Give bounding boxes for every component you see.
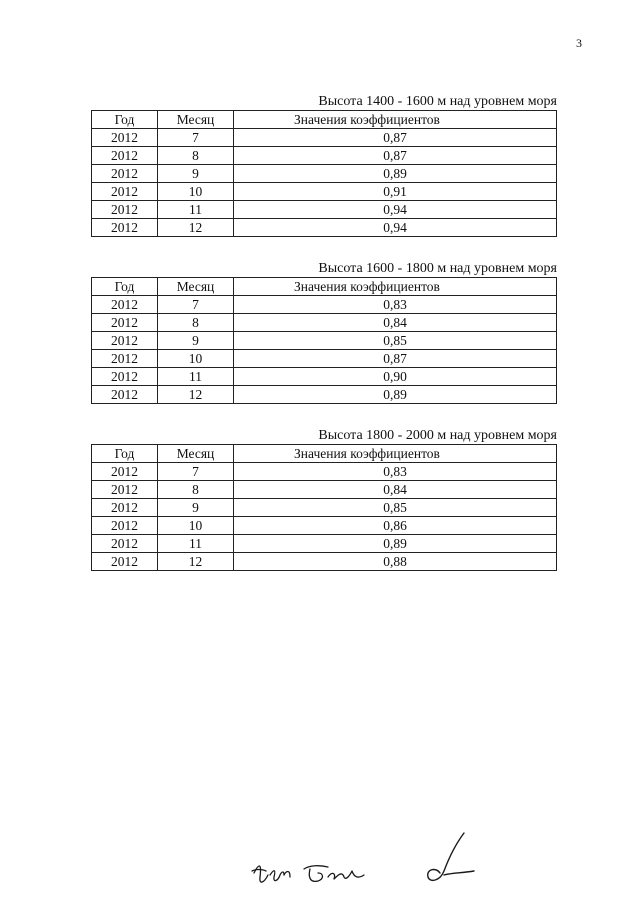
table-header-row bbox=[92, 445, 557, 463]
table-row bbox=[92, 350, 557, 368]
year-cell: 2012 bbox=[92, 463, 158, 481]
year-cell: 2012 bbox=[92, 368, 158, 386]
month-cell: 12 bbox=[158, 219, 234, 237]
table-row bbox=[92, 517, 557, 535]
value-cell: 0,90 bbox=[234, 368, 557, 386]
table-title: Высота 1600 - 1800 м над уровнем моря bbox=[318, 261, 557, 276]
year-cell: 2012 bbox=[92, 386, 158, 404]
year-cell: 2012 bbox=[92, 499, 158, 517]
year-cell: 2012 bbox=[92, 350, 158, 368]
month-cell: 10 bbox=[158, 517, 234, 535]
table-title: Высота 1400 - 1600 м над уровнем моря bbox=[318, 94, 557, 109]
table-row bbox=[92, 296, 557, 314]
table-row bbox=[92, 314, 557, 332]
coefficient-table bbox=[91, 277, 557, 404]
value-cell: 0,85 bbox=[234, 332, 557, 350]
coefficient-table bbox=[91, 444, 557, 571]
table-row bbox=[92, 535, 557, 553]
year-cell: 2012 bbox=[92, 183, 158, 201]
month-cell: 12 bbox=[158, 553, 234, 571]
year-cell: 2012 bbox=[92, 129, 158, 147]
table-row bbox=[92, 183, 557, 201]
page-number: 3 bbox=[576, 36, 582, 50]
month-cell: 9 bbox=[158, 499, 234, 517]
coefficient-table-block-1600-1800 bbox=[91, 261, 557, 404]
table-row bbox=[92, 463, 557, 481]
table-row bbox=[92, 129, 557, 147]
year-cell: 2012 bbox=[92, 535, 158, 553]
coefficient-table bbox=[91, 110, 557, 237]
month-cell: 7 bbox=[158, 463, 234, 481]
signatures bbox=[240, 825, 500, 895]
month-cell: 11 bbox=[158, 368, 234, 386]
column-header-value: Значения коэффициентов bbox=[234, 111, 557, 129]
value-cell: 0,89 bbox=[234, 535, 557, 553]
month-cell: 9 bbox=[158, 332, 234, 350]
coefficient-table-block-1800-2000 bbox=[91, 428, 557, 571]
table-row bbox=[92, 332, 557, 350]
column-header-month: Месяц bbox=[158, 445, 234, 463]
month-cell: 7 bbox=[158, 129, 234, 147]
year-cell: 2012 bbox=[92, 553, 158, 571]
value-cell: 0,87 bbox=[234, 129, 557, 147]
table-row bbox=[92, 386, 557, 404]
table-header-row bbox=[92, 278, 557, 296]
month-cell: 8 bbox=[158, 147, 234, 165]
handwritten-signature-left bbox=[252, 866, 364, 882]
value-cell: 0,83 bbox=[234, 296, 557, 314]
value-cell: 0,89 bbox=[234, 165, 557, 183]
month-cell: 12 bbox=[158, 386, 234, 404]
year-cell: 2012 bbox=[92, 219, 158, 237]
coefficient-table-block-1400-1600 bbox=[91, 94, 557, 237]
year-cell: 2012 bbox=[92, 481, 158, 499]
month-cell: 8 bbox=[158, 481, 234, 499]
table-row bbox=[92, 219, 557, 237]
year-cell: 2012 bbox=[92, 332, 158, 350]
value-cell: 0,85 bbox=[234, 499, 557, 517]
column-header-month: Месяц bbox=[158, 111, 234, 129]
value-cell: 0,88 bbox=[234, 553, 557, 571]
month-cell: 10 bbox=[158, 183, 234, 201]
value-cell: 0,84 bbox=[234, 481, 557, 499]
column-header-year: Год bbox=[92, 111, 158, 129]
table-row bbox=[92, 499, 557, 517]
table-row bbox=[92, 147, 557, 165]
table-header-row bbox=[92, 111, 557, 129]
table-title: Высота 1800 - 2000 м над уровнем моря bbox=[318, 428, 557, 443]
table-row bbox=[92, 201, 557, 219]
value-cell: 0,87 bbox=[234, 350, 557, 368]
month-cell: 7 bbox=[158, 296, 234, 314]
year-cell: 2012 bbox=[92, 517, 158, 535]
table-row bbox=[92, 481, 557, 499]
column-header-year: Год bbox=[92, 278, 158, 296]
value-cell: 0,94 bbox=[234, 201, 557, 219]
month-cell: 9 bbox=[158, 165, 234, 183]
year-cell: 2012 bbox=[92, 147, 158, 165]
value-cell: 0,91 bbox=[234, 183, 557, 201]
column-header-value: Значения коэффициентов bbox=[234, 445, 557, 463]
table-row bbox=[92, 368, 557, 386]
column-header-value: Значения коэффициентов bbox=[234, 278, 557, 296]
table-row bbox=[92, 165, 557, 183]
year-cell: 2012 bbox=[92, 201, 158, 219]
month-cell: 10 bbox=[158, 350, 234, 368]
value-cell: 0,87 bbox=[234, 147, 557, 165]
year-cell: 2012 bbox=[92, 165, 158, 183]
table-row bbox=[92, 553, 557, 571]
value-cell: 0,86 bbox=[234, 517, 557, 535]
value-cell: 0,89 bbox=[234, 386, 557, 404]
column-header-year: Год bbox=[92, 445, 158, 463]
year-cell: 2012 bbox=[92, 296, 158, 314]
year-cell: 2012 bbox=[92, 314, 158, 332]
month-cell: 8 bbox=[158, 314, 234, 332]
month-cell: 11 bbox=[158, 535, 234, 553]
month-cell: 11 bbox=[158, 201, 234, 219]
handwritten-signature-right bbox=[428, 833, 474, 880]
column-header-month: Месяц bbox=[158, 278, 234, 296]
value-cell: 0,94 bbox=[234, 219, 557, 237]
value-cell: 0,83 bbox=[234, 463, 557, 481]
value-cell: 0,84 bbox=[234, 314, 557, 332]
